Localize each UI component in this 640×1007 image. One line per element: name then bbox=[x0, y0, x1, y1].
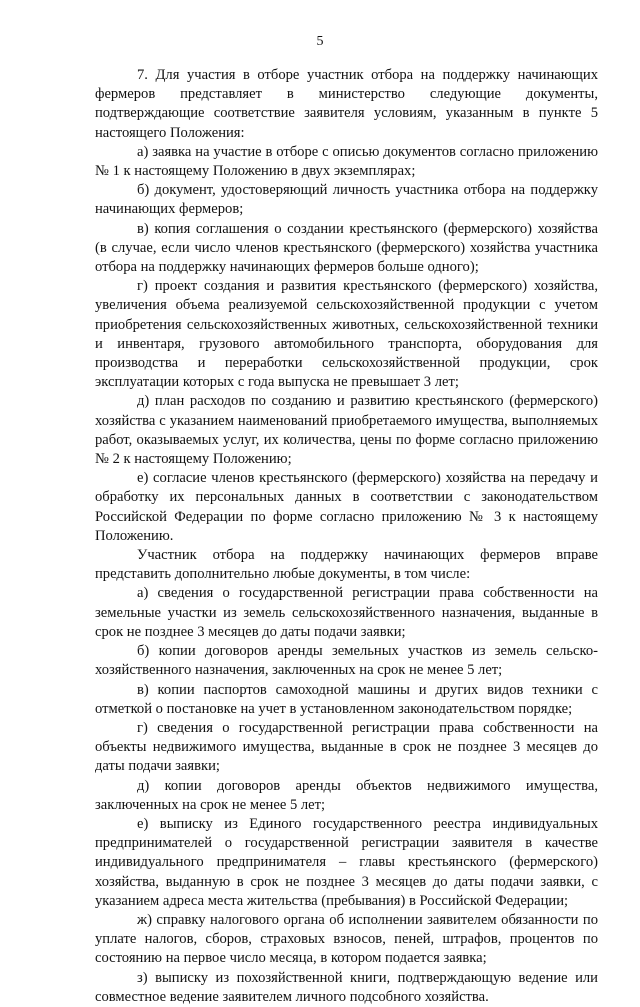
page-number: 5 bbox=[316, 34, 324, 49]
list-item-e-registry-extract: е) выписку из Единого государственного реестра индивидуальных предпринимателей о государственной регистрации заявителя в качестве индивидуального предпринимателя – главы крестьянского (фермерского) хозяйства, выданную в срок не позднее 3 месяцев до даты подачи заявки, с указанием адреса места жительства (пребывания) в Российской Федерации; bbox=[95, 815, 598, 909]
list-item-a-application: а) заявка на участие в отборе с описью документов согласно приложению № 1 к настоящему Положению в двух экземплярах; bbox=[95, 143, 598, 180]
list-item-g-development-project: г) проект создания и развития крестьянского (фермерского) хозяйства, увеличения объема реализуемой сельскохозяйственной продукции с учетом приобретения сельскохозяйственных животных, сельскохозяйственной техники и инвентаря, грузового автомобильного транспорта, оборудования для производства и переработки сельскохозяйственной продукции, срок эксплуатации которых с года выпуска не превышает 3 лет; bbox=[95, 278, 598, 391]
paragraph-item-7-intro: 7. Для участия в отборе участник отбора на поддержку начинающих фермеров представляет в министерство следующие документы, подтверждающие соответствие заявителя условиям, указанным в пункте 5 настоящего Положения: bbox=[95, 67, 598, 141]
paragraph-additional-documents: Участник отбора на поддержку начинающих фермеров вправе представить дополнительно любые документы, в том числе: bbox=[95, 547, 598, 583]
list-item-d-expense-plan: д) план расходов по созданию и развитию крестьянского (фермерского) хозяйства с указанием наименований приобретаемого имущества, выполняемых работ, оказываемых услуг, их количества, цены по форме согласно приложению № 2 к настоящему Положению; bbox=[95, 393, 598, 468]
list-item-b-identity-document: б) документ, удостоверяющий личность участника отбора на поддержку начинающих фермеров; bbox=[95, 182, 598, 218]
document-body bbox=[95, 66, 598, 1007]
list-item-z-household-book-extract: з) выписку из похозяйственной книги, подтверждающую ведение или совместное ведение заявителем личного подсобного хозяйства. bbox=[95, 969, 598, 1005]
list-item-e-personal-data-consent: е) согласие членов крестьянского (фермерского) хозяйства на передачу и обработку их персональных данных в соответствии с законодательством Российской Федерации по форме согласно приложению № 3 к настоящему Положению. bbox=[95, 470, 598, 544]
list-item-v-machine-passports: в) копии паспортов самоходной машины и других видов техники с отметкой о постановке на учет в установленном законодательством порядке; bbox=[95, 681, 598, 717]
list-item-a-land-ownership: а) сведения о государственной регистрации права собственности на земельные участки из земель сельскохозяйственного назначения, выданные в срок не позднее 3 месяцев до даты подачи заявки; bbox=[95, 585, 598, 640]
list-item-d-real-estate-lease: д) копии договоров аренды объектов недвижимого имущества, заключенных на срок не менее 5 лет; bbox=[95, 777, 598, 813]
list-item-v-agreement-copy: в) копия соглашения о создании крестьянского (фермерского) хозяйства (в случае, если число членов крестьянского (фермерского) хозяйства участника отбора на поддержку начинающих фермеров больше одного); bbox=[95, 220, 598, 276]
list-item-b-land-lease: б) копии договоров аренды земельных участков из земель сельско-хозяйственного назначения, заключенных на срок не менее 5 лет; bbox=[95, 643, 598, 679]
list-item-zh-tax-certificate: ж) справку налогового органа об исполнении заявителем обязанности по уплате налогов, сборов, страховых взносов, пеней, штрафов, процентов по состоянию на первое число месяца, в котором подается заявка; bbox=[95, 911, 598, 967]
list-item-g-real-estate-ownership: г) сведения о государственной регистрации права собственности на объекты недвижимого имущества, выданные в срок не позднее 3 месяцев до даты подачи заявки; bbox=[95, 719, 598, 775]
